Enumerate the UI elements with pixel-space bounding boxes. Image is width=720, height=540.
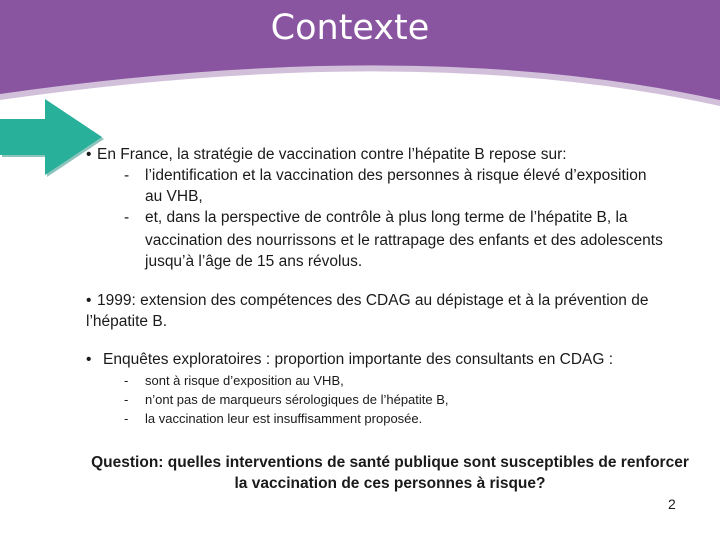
bullet-3: • bbox=[86, 351, 92, 368]
paragraph3-item1-dash: - bbox=[124, 373, 129, 388]
question-line1: Question: quelles interventions de santé publique sont susceptibles de renforcer bbox=[91, 454, 689, 471]
paragraph1-item2-line3: jusqu’à l’âge de 15 ans révolus. bbox=[145, 253, 363, 270]
paragraph1-intro: En France, la stratégie de vaccination contre l’hépatite B repose sur: bbox=[97, 146, 567, 163]
paragraph3-item3: la vaccination leur est insuffisamment proposée. bbox=[145, 411, 423, 426]
paragraph1-item1-dash: - bbox=[124, 167, 130, 184]
paragraph2-line2: l’hépatite B. bbox=[86, 313, 167, 330]
paragraph1-item2-line2: vaccination des nourrissons et le rattrapage des enfants et des adolescents bbox=[145, 232, 663, 249]
question-block bbox=[80, 452, 700, 494]
paragraph3-intro: Enquêtes exploratoires : proportion importante des consultants en CDAG : bbox=[103, 351, 614, 368]
question-line2: la vaccination de ces personnes à risque? bbox=[234, 475, 546, 492]
paragraph1-item1-line1: l’identification et la vaccination des personnes à risque élevé d’exposition bbox=[145, 167, 647, 184]
page-number: 2 bbox=[668, 496, 676, 512]
paragraph3-item2: n’ont pas de marqueurs sérologiques de l’hépatite B, bbox=[145, 392, 449, 407]
paragraph3-item2-dash: - bbox=[124, 392, 129, 407]
bullet-1: • bbox=[86, 146, 92, 163]
bullet-2: • bbox=[86, 292, 92, 309]
paragraph1-item2-line1: et, dans la perspective de contrôle à plus long terme de l’hépatite B, la bbox=[145, 209, 628, 226]
paragraph1-item1-line2: au VHB, bbox=[145, 188, 203, 205]
paragraph1-item2-dash: - bbox=[124, 209, 130, 226]
paragraph3-item1: sont à risque d’exposition au VHB, bbox=[145, 373, 344, 388]
slide-title: Contexte bbox=[270, 8, 430, 48]
paragraph3-item3-dash: - bbox=[124, 411, 129, 426]
paragraph2-line1: 1999: extension des compétences des CDAG au dépistage et à la prévention de bbox=[97, 292, 649, 309]
